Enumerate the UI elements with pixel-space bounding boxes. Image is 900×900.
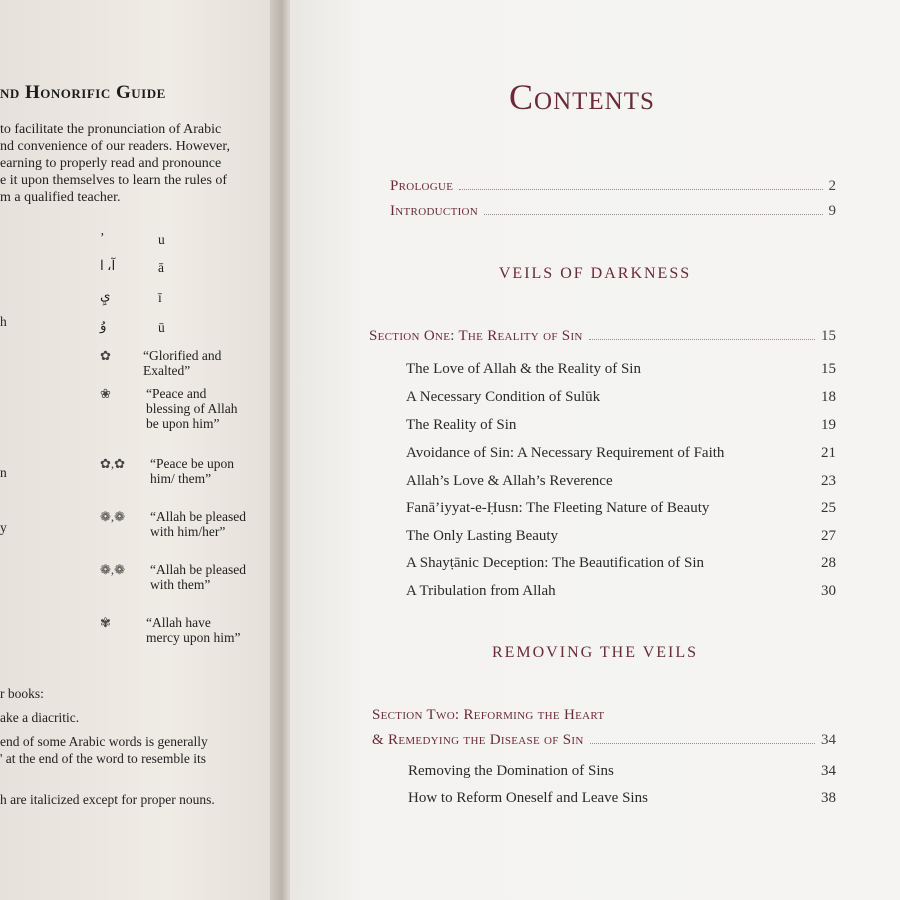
intro-line: e it upon themselves to learn the rules of — [0, 173, 228, 188]
page-number: 34 — [821, 732, 836, 748]
toc-entry[interactable] — [408, 790, 836, 807]
entry-title: The Love of Allah & the Reality of Sin — [406, 361, 641, 377]
dot-leader — [590, 742, 815, 744]
dot-leader — [589, 338, 815, 340]
page-number: 34 — [821, 763, 836, 779]
arabic-letter: آ، ا — [100, 258, 116, 273]
side-letter: n — [0, 465, 7, 480]
toc-label: Prologue — [390, 178, 454, 194]
note-line: end of some Arabic words is generally — [0, 734, 208, 749]
row-prefix: h — [0, 314, 7, 329]
honorific-gloss: “Peace and blessing of Allah be upon him” — [146, 386, 238, 431]
toc-front-introduction[interactable] — [390, 203, 836, 220]
entry-title: Removing the Domination of Sins — [408, 763, 614, 779]
contents-page — [290, 0, 900, 900]
page-number: 25 — [821, 500, 836, 516]
dot-leader — [459, 188, 822, 190]
page-number: 21 — [821, 445, 836, 461]
honorific-gloss: “Allah be pleased with them” — [150, 562, 246, 592]
latin-letter: ū — [158, 320, 165, 335]
toc-entry[interactable] — [406, 445, 836, 462]
honorific-gloss: “Allah have mercy upon him” — [146, 615, 241, 645]
honorific-symbol-icon: ❁,❁ — [100, 509, 126, 524]
page-number: 28 — [821, 555, 836, 571]
toc-entry[interactable] — [406, 417, 836, 434]
toc-label: Section Two: Reforming the Heart — [372, 707, 605, 723]
intro-line: m a qualified teacher. — [0, 190, 121, 205]
part-heading: REMOVING THE VEILS — [491, 644, 699, 661]
page-number: 30 — [821, 583, 836, 599]
toc-section-one[interactable] — [369, 328, 836, 345]
honorific-symbol-icon: ✿,✿ — [100, 456, 126, 471]
entry-title: Allah’s Love & Allah’s Reverence — [406, 473, 613, 489]
entry-title: The Only Lasting Beauty — [406, 528, 559, 544]
page-number: 27 — [821, 528, 836, 544]
side-letter: y — [0, 520, 7, 535]
honorific-symbol-icon: ✾ — [100, 615, 111, 630]
left-page — [0, 0, 280, 900]
latin-letter: ā — [158, 260, 164, 275]
honorific-gloss: “Glorified and Exalted” — [143, 348, 222, 378]
toc-entry[interactable] — [406, 389, 836, 406]
toc-label: & Remedying the Disease of Sin — [372, 732, 584, 748]
contents-title: Contents — [509, 77, 655, 117]
latin-letter: u — [158, 232, 165, 247]
arabic-letter: وُ — [100, 318, 107, 333]
note-line: r books: — [0, 686, 44, 701]
page-number: 15 — [821, 328, 836, 344]
toc-section-two-line1[interactable] — [372, 707, 836, 724]
toc-entry[interactable] — [406, 528, 836, 545]
toc-entry[interactable] — [406, 583, 836, 600]
page-number: 15 — [821, 361, 836, 377]
intro-line: earning to properly read and pronounce — [0, 156, 222, 171]
intro-line: to facilitate the pronunciation of Arabic — [0, 122, 222, 137]
toc-front-prologue[interactable] — [390, 178, 836, 195]
toc-section-two[interactable] — [372, 732, 836, 749]
honorific-symbol-icon: ❀ — [100, 386, 111, 401]
arabic-letter: يِ — [100, 288, 111, 303]
arabic-letter: ʼ — [100, 230, 105, 245]
toc-label: Section One: The Reality of Sin — [369, 328, 583, 344]
note-line: h are italicized except for proper nouns. — [0, 792, 215, 807]
latin-letter: ī — [158, 290, 162, 305]
page-number: 19 — [821, 417, 836, 433]
note-line: ' at the end of the word to resemble its — [0, 751, 207, 766]
dot-leader — [484, 213, 822, 215]
guide-title: nd Honorific Guide — [0, 82, 166, 103]
toc-entry[interactable] — [406, 500, 836, 517]
toc-entry[interactable] — [406, 473, 836, 490]
entry-title: A Tribulation from Allah — [406, 583, 556, 599]
entry-title: A Shayṭānic Deception: The Beautification of Sin — [406, 555, 704, 571]
page-number: 23 — [821, 473, 836, 489]
toc-entry[interactable] — [406, 361, 836, 378]
entry-title: A Necessary Condition of Sulūk — [406, 389, 601, 405]
entry-title: How to Reform Oneself and Leave Sins — [408, 790, 648, 806]
note-line: ake a diacritic. — [0, 710, 80, 725]
honorific-gloss: “Peace be upon him/ them” — [150, 456, 234, 486]
honorific-symbol-icon: ❁,❁ — [100, 562, 126, 577]
entry-title: The Reality of Sin — [406, 417, 517, 433]
intro-line: nd convenience of our readers. However, — [0, 139, 230, 154]
part-heading: VEILS OF DARKNESS — [498, 265, 692, 282]
honorific-symbol-icon: ✿ — [100, 348, 111, 363]
page-number: 2 — [828, 178, 836, 194]
toc-entry[interactable] — [406, 555, 836, 572]
toc-entry[interactable] — [408, 763, 836, 780]
toc-label: Introduction — [390, 203, 479, 219]
entry-title: Avoidance of Sin: A Necessary Requirement of Faith — [406, 445, 725, 461]
page-number: 38 — [821, 790, 836, 806]
entry-title: Fanā’iyyat-e-Ḥusn: The Fleeting Nature of Beauty — [406, 500, 710, 516]
page-number: 9 — [828, 203, 836, 219]
page-number: 18 — [821, 389, 836, 405]
honorific-gloss: “Allah be pleased with him/her” — [150, 509, 246, 539]
